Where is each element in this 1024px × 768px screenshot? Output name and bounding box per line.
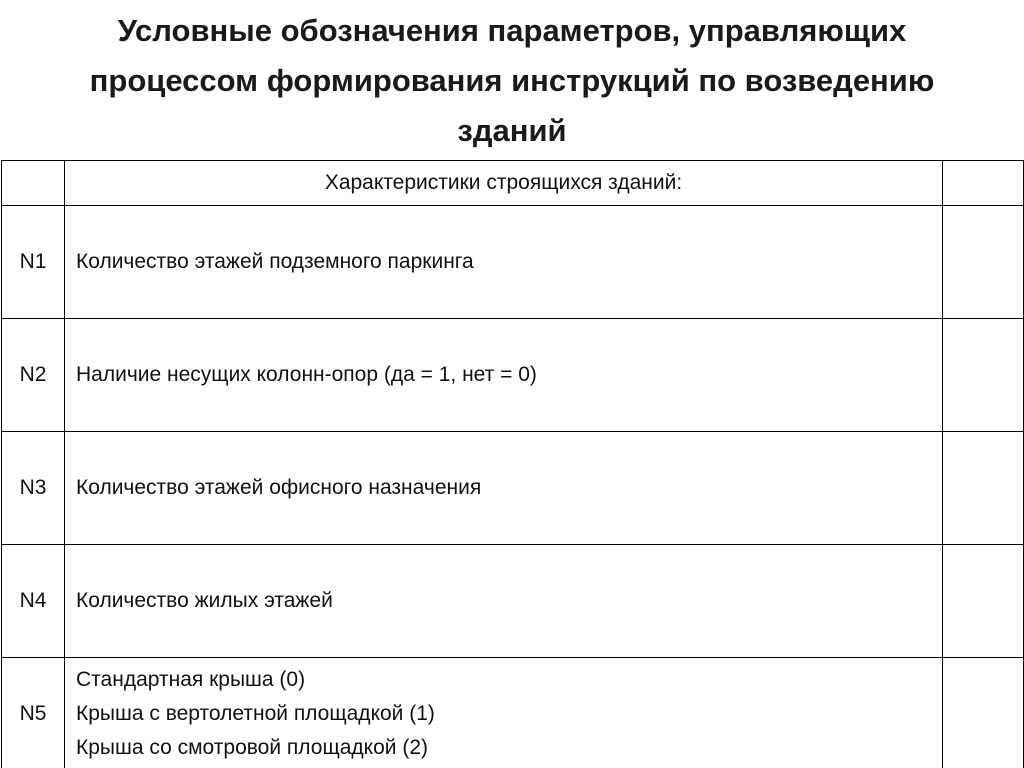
param-code: N3 xyxy=(2,432,65,545)
param-value-cell xyxy=(943,432,1024,545)
param-value-cell xyxy=(943,206,1024,319)
table-row xyxy=(2,206,1024,319)
param-description: Количество этажей офисного назначения xyxy=(65,432,943,545)
param-description: Количество жилых этажей xyxy=(65,545,943,658)
param-options xyxy=(65,658,943,768)
roof-option: Крыша с вертолетной площадкой (1) xyxy=(76,702,435,725)
table-row xyxy=(2,658,1024,768)
roof-option: Стандартная крыша (0) xyxy=(76,668,306,691)
header-value-cell xyxy=(943,161,1024,206)
roof-option: Крыша со смотровой площадкой (2) xyxy=(76,736,428,759)
param-value-cell xyxy=(943,545,1024,658)
table-row xyxy=(2,432,1024,545)
title-line-2: процессом формирования инструкций по возведению xyxy=(89,63,935,98)
slide-title xyxy=(0,0,1024,158)
table-row xyxy=(2,545,1024,658)
param-description: Наличие несущих колонн-опор (да = 1, нет = 0) xyxy=(65,319,943,432)
param-description: Количество этажей подземного паркинга xyxy=(65,206,943,319)
param-code: N4 xyxy=(2,545,65,658)
title-line-1: Условные обозначения параметров, управляющих xyxy=(117,13,907,48)
header-code-cell xyxy=(2,161,65,206)
table-header-row xyxy=(2,161,1024,206)
table-row xyxy=(2,319,1024,432)
param-code: N1 xyxy=(2,206,65,319)
title-line-3: зданий xyxy=(457,113,567,148)
parameters-table xyxy=(1,160,1024,768)
param-code: N5 xyxy=(2,658,65,768)
param-value-cell xyxy=(943,658,1024,768)
param-value-cell xyxy=(943,319,1024,432)
param-code: N2 xyxy=(2,319,65,432)
header-title-cell: Характеристики строящихся зданий: xyxy=(65,161,943,206)
